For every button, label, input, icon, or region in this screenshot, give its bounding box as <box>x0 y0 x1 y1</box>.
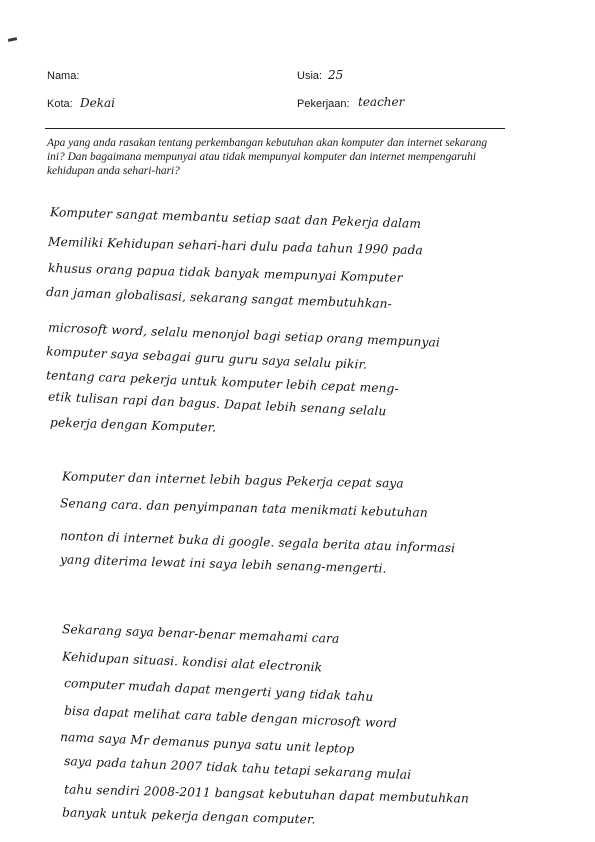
pekerjaan-value: teacher <box>358 95 405 109</box>
usia-label: Usia: <box>297 70 323 82</box>
header-divider <box>45 128 505 129</box>
answer-line: Komputer dan internet lebih bagus Pekerja cepat saya <box>61 469 404 491</box>
answer-line: Memiliki Kehidupan sehari-hari dulu pada tahun 1990 pada <box>47 234 424 258</box>
usia-value: 25 <box>328 68 344 82</box>
answer-line: yang diterima lewat ini saya lebih senang-mengerti. <box>59 552 387 576</box>
answer-line: bisa dapat melihat cara table dengan microsoft word <box>63 703 398 731</box>
answer-line: microsoft word, selalu menonjol bagi setiap orang mempunyai <box>47 320 441 350</box>
kota-label: Kota: <box>47 98 73 110</box>
answer-line: Sekarang saya benar-benar memahami cara <box>61 622 340 646</box>
answer-line: komputer saya sebagai guru guru saya selalu pikir. <box>45 344 368 372</box>
answer-line: saya pada tahun 2007 tidak tahu tetapi sekarang mulai <box>63 754 412 782</box>
answer-line: etik tulisan rapi dan bagus. Dapat lebih senang selalu <box>47 389 387 419</box>
answer-line: khusus orang papua tidak banyak mempunyai Komputer <box>47 261 403 285</box>
answer-line: tahu sendiri 2008-2011 bangsat kebutuhan dapat membutuhkan <box>63 782 470 806</box>
pekerjaan-label: Pekerjaan: <box>297 98 350 110</box>
answer-line: Kehidupan situasi. kondisi alat electronik <box>61 649 323 675</box>
answer-line: Senang cara. dan penyimpanan tata menikmati kebutuhan <box>59 496 429 520</box>
answer-line: banyak untuk pekerja dengan computer. <box>61 805 316 827</box>
answer-line: nonton di internet buka di google. segala berita atau informasi <box>59 528 456 556</box>
answer-line: dan jaman globalisasi, sekarang sangat membutuhkan- <box>45 284 393 312</box>
kota-value: Dekai <box>80 96 115 110</box>
answer-line: nama saya Mr demanus punya satu unit leptop <box>59 729 355 757</box>
answer-line: computer mudah dapat mengerti yang tidak tahu <box>63 675 374 705</box>
answer-line: Komputer sangat membantu setiap saat dan Pekerja dalam <box>49 205 422 231</box>
answer-line: pekerja dengan Komputer. <box>49 415 217 435</box>
answer-line: tentang cara pekerja untuk komputer lebih cepat meng- <box>45 368 399 396</box>
question-text: Apa yang anda rasakan tentang perkembangan kebutuhan akan komputer dan internet sekarang ini? Dan bagaimana mempunyai atau tidak mempunyai komputer dan internet mempengaruhi kehidupan anda sehari-hari? <box>47 137 488 177</box>
scan-corner-mark <box>8 37 17 42</box>
nama-label: Nama: <box>47 70 80 82</box>
